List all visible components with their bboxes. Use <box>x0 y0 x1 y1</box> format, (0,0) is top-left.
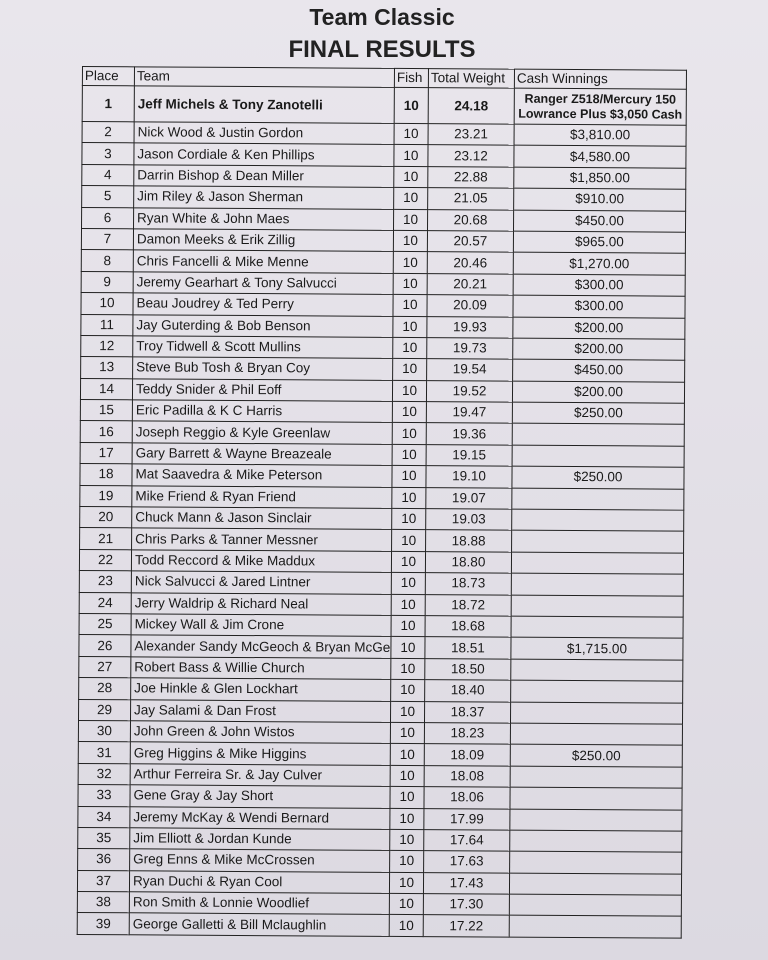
cash-cell <box>510 830 682 852</box>
cash-winnings-text: $450.00 <box>574 362 624 378</box>
team-cell: Teddy Snider & Phil Eoff <box>132 379 392 402</box>
place-cell: 28 <box>79 678 131 700</box>
fish-cell: 10 <box>390 744 424 766</box>
place-cell: 22 <box>79 549 131 571</box>
cash-cell <box>514 188 686 210</box>
cash-cell <box>510 787 682 809</box>
weight-cell: 18.23 <box>424 723 510 745</box>
place-cell: 21 <box>80 528 132 550</box>
fish-cell: 10 <box>394 123 428 145</box>
team-cell: Mike Friend & Ryan Friend <box>132 485 392 508</box>
fish-cell: 10 <box>391 658 425 680</box>
cash-cell <box>514 167 686 189</box>
weight-cell: 19.73 <box>427 338 513 360</box>
team-cell: John Green & John Wistos <box>130 721 390 744</box>
place-cell: 27 <box>79 656 131 678</box>
cash-cell <box>512 531 684 553</box>
place-cell: 3 <box>82 143 134 165</box>
fish-cell: 10 <box>389 893 423 915</box>
fish-cell: 10 <box>389 872 423 894</box>
fish-cell: 10 <box>394 166 428 188</box>
place-cell: 37 <box>77 870 129 892</box>
fish-cell: 10 <box>394 209 428 231</box>
fish-cell: 10 <box>391 594 425 616</box>
weight-cell: 20.68 <box>428 209 514 231</box>
team-cell: Ryan White & John Maes <box>134 207 394 230</box>
weight-cell: 18.73 <box>425 573 511 595</box>
cash-cell <box>512 424 684 446</box>
cash-cell <box>513 231 685 253</box>
cash-winnings-text: $910.00 <box>575 191 625 207</box>
fish-cell: 10 <box>392 508 426 530</box>
weight-cell: 17.63 <box>424 851 510 873</box>
team-cell: Jerry Waldrip & Richard Neal <box>131 592 391 615</box>
team-cell: Robert Bass & Willie Church <box>131 657 391 680</box>
cash-cell <box>513 359 685 381</box>
weight-cell: 20.46 <box>427 252 513 274</box>
weight-cell: 23.21 <box>428 124 514 146</box>
fish-cell: 10 <box>393 273 427 295</box>
header-fish: Fish <box>394 68 428 87</box>
weight-cell: 18.09 <box>424 744 510 766</box>
team-cell: Jeremy Gearhart & Tony Salvucci <box>133 272 393 295</box>
cash-cell <box>514 88 686 125</box>
cash-winnings-text: $450.00 <box>575 212 625 229</box>
team-cell: Beau Joudrey & Ted Perry <box>133 293 393 316</box>
fish-cell: 10 <box>390 851 424 873</box>
cash-cell <box>513 317 685 339</box>
cash-cell <box>512 509 684 531</box>
weight-cell: 20.57 <box>427 231 513 253</box>
weight-cell: 18.88 <box>426 530 512 552</box>
header-team: Team <box>134 67 394 88</box>
fish-cell: 10 <box>391 680 425 702</box>
place-cell: 8 <box>81 250 133 272</box>
weight-cell: 19.54 <box>427 359 513 381</box>
team-cell: Greg Higgins & Mike Higgins <box>130 742 390 765</box>
document-title: Team Classic <box>309 4 455 30</box>
fish-cell: 10 <box>392 487 426 509</box>
fish-cell: 10 <box>392 401 426 423</box>
team-cell: Eric Padilla & K C Harris <box>132 400 392 423</box>
cash-winnings-text: $250.00 <box>573 405 623 421</box>
place-cell: 23 <box>79 571 131 593</box>
weight-cell: 18.80 <box>425 551 511 573</box>
cash-cell <box>513 338 685 360</box>
team-cell: Troy Tidwell & Scott Mullins <box>133 336 393 359</box>
cash-winnings-text: $300.00 <box>574 276 624 293</box>
weight-cell: 19.36 <box>426 423 512 445</box>
team-cell: Gary Barrett & Wayne Breazeale <box>132 443 392 466</box>
cash-cell <box>510 851 682 873</box>
team-cell: Jeremy McKay & Wendi Bernard <box>130 806 390 829</box>
place-cell: 34 <box>78 806 130 828</box>
fish-cell: 10 <box>392 380 426 402</box>
team-cell: Todd Reccord & Mike Maddux <box>131 550 391 573</box>
team-cell: Jeff Michels & Tony Zanotelli <box>134 86 394 124</box>
fish-cell: 10 <box>390 722 424 744</box>
place-cell: 4 <box>82 164 134 186</box>
cash-cell <box>514 124 686 146</box>
cash-winnings-text: $250.00 <box>573 469 623 485</box>
cash-winnings-text: Ranger Z518/Mercury 150 <box>524 91 677 107</box>
fish-cell: 10 <box>390 701 424 723</box>
cash-cell <box>509 873 681 895</box>
weight-cell: 18.37 <box>424 701 510 723</box>
fish-cell: 10 <box>393 316 427 338</box>
weight-cell: 18.40 <box>425 680 511 702</box>
weight-cell: 20.09 <box>427 295 513 317</box>
place-cell: 26 <box>79 635 131 657</box>
weight-cell: 19.52 <box>426 380 512 402</box>
weight-cell: 19.03 <box>426 509 512 531</box>
place-cell: 31 <box>78 742 130 764</box>
place-cell: 33 <box>78 785 130 807</box>
cash-cell <box>512 381 684 403</box>
cash-winnings-text: $200.00 <box>574 341 624 357</box>
cash-cell <box>511 638 683 660</box>
cash-winnings-text: $4,580.00 <box>569 148 631 164</box>
fish-cell: 10 <box>392 466 426 488</box>
weight-cell: 18.72 <box>425 594 511 616</box>
cash-winnings-text: $200.00 <box>574 383 623 400</box>
weight-cell: 17.99 <box>424 808 510 830</box>
fish-cell: 10 <box>393 252 427 274</box>
weight-cell: 19.07 <box>426 487 512 509</box>
weight-cell: 19.15 <box>426 444 512 466</box>
weight-cell: 17.43 <box>423 872 509 894</box>
results-table <box>77 66 687 939</box>
weight-cell: 18.68 <box>425 616 511 638</box>
team-cell: Chuck Mann & Jason Sinclair <box>132 507 392 530</box>
weight-cell: 21.05 <box>428 188 514 210</box>
cash-cell <box>510 809 682 831</box>
place-cell: 18 <box>80 464 132 486</box>
weight-cell: 19.10 <box>426 466 512 488</box>
fish-cell: 10 <box>394 87 428 123</box>
weight-cell: 19.93 <box>427 316 513 338</box>
weight-cell: 17.64 <box>424 829 510 851</box>
cash-winnings-text: $3,810.00 <box>570 127 631 143</box>
place-cell: 16 <box>80 421 132 443</box>
cash-cell <box>512 445 684 467</box>
place-cell: 38 <box>77 892 129 914</box>
fish-cell: 10 <box>391 551 425 573</box>
cash-cell <box>512 488 684 510</box>
team-cell: Greg Enns & Mike McCrossen <box>130 849 390 872</box>
team-cell: Joseph Reggio & Kyle Greenlaw <box>132 421 392 444</box>
place-cell: 11 <box>81 314 133 336</box>
cash-cell <box>510 766 682 788</box>
cash-cell <box>511 573 683 595</box>
cash-cell <box>511 616 683 638</box>
cash-winnings-text: $965.00 <box>574 234 624 250</box>
place-cell: 36 <box>78 849 130 871</box>
fish-cell: 10 <box>393 295 427 317</box>
cash-winnings-text: $300.00 <box>574 298 624 314</box>
header-place: Place <box>82 67 134 86</box>
fish-cell: 10 <box>389 915 423 937</box>
fish-cell: 10 <box>393 230 427 252</box>
results-body <box>77 86 686 939</box>
team-cell: Jay Salami & Dan Frost <box>131 699 391 722</box>
cash-winnings-text: $1,270.00 <box>569 255 630 271</box>
cash-cell <box>511 680 683 702</box>
cash-cell <box>512 402 684 424</box>
team-cell: Gene Gray & Jay Short <box>130 785 390 808</box>
place-cell: 12 <box>81 335 133 357</box>
weight-cell: 18.51 <box>425 637 511 659</box>
fish-cell: 10 <box>390 808 424 830</box>
place-cell: 29 <box>79 699 131 721</box>
cash-cell <box>513 210 685 232</box>
cash-cell <box>511 595 683 617</box>
team-cell: Jason Cordiale & Ken Phillips <box>134 143 394 166</box>
fish-cell: 10 <box>393 337 427 359</box>
place-cell: 9 <box>81 271 133 293</box>
cash-winnings-text: $1,850.00 <box>569 169 630 186</box>
weight-cell: 23.12 <box>428 145 514 167</box>
cash-cell <box>510 723 682 745</box>
team-cell: Chris Parks & Tanner Messner <box>132 528 392 551</box>
cash-cell <box>511 659 683 681</box>
place-cell: 17 <box>80 442 132 464</box>
weight-cell: 18.08 <box>424 765 510 787</box>
document-subtitle: FINAL RESULTS <box>288 36 476 63</box>
team-cell: Steve Bub Tosh & Bryan Coy <box>133 357 393 380</box>
place-cell: 7 <box>81 228 133 250</box>
team-cell: Mat Saavedra & Mike Peterson <box>132 464 392 487</box>
cash-cell <box>510 702 682 724</box>
place-cell: 35 <box>78 827 130 849</box>
fish-cell: 10 <box>394 188 428 210</box>
fish-cell: 10 <box>390 765 424 787</box>
team-cell: Mickey Wall & Jim Crone <box>131 614 391 637</box>
place-cell: 24 <box>79 592 131 614</box>
cash-cell <box>510 744 682 766</box>
place-cell: 25 <box>79 613 131 635</box>
team-cell: Jim Elliott & Jordan Kunde <box>130 828 390 851</box>
fish-cell: 10 <box>392 444 426 466</box>
table-row <box>82 86 686 126</box>
place-cell: 14 <box>80 378 132 400</box>
fish-cell: 10 <box>391 573 425 595</box>
place-cell: 1 <box>82 86 134 122</box>
team-cell: Darrin Bishop & Dean Miller <box>134 165 394 188</box>
place-cell: 19 <box>80 485 132 507</box>
fish-cell: 10 <box>390 829 424 851</box>
cash-cell <box>512 466 684 488</box>
cash-cell <box>513 274 685 296</box>
fish-cell: 10 <box>391 615 425 637</box>
team-cell: George Galletti & Bill Mclaughlin <box>129 913 389 936</box>
cash-cell <box>513 252 685 274</box>
fish-cell: 10 <box>392 530 426 552</box>
team-cell: Arthur Ferreira Sr. & Jay Culver <box>130 764 390 787</box>
team-cell: Nick Salvucci & Jared Lintner <box>131 571 391 594</box>
cash-cell <box>511 552 683 574</box>
weight-cell: 18.06 <box>424 787 510 809</box>
place-cell: 13 <box>81 357 133 379</box>
weight-cell: 18.50 <box>425 658 511 680</box>
cash-winnings-text: $1,715.00 <box>566 640 628 656</box>
place-cell: 5 <box>82 186 134 208</box>
team-cell: Jay Guterding & Bob Benson <box>133 314 393 337</box>
weight-cell: 24.18 <box>428 88 514 125</box>
weight-cell: 19.47 <box>426 402 512 424</box>
team-cell: Ryan Duchi & Ryan Cool <box>129 870 389 893</box>
team-cell: Joe Hinkle & Glen Lockhart <box>131 678 391 701</box>
place-cell: 30 <box>78 720 130 742</box>
fish-cell: 10 <box>391 637 425 659</box>
team-cell: Ron Smith & Lonnie Woodlief <box>129 892 389 915</box>
weight-cell: 22.88 <box>428 166 514 188</box>
place-cell: 32 <box>78 763 130 785</box>
results-sheet <box>77 66 687 939</box>
place-cell: 39 <box>77 913 129 935</box>
fish-cell: 10 <box>394 145 428 167</box>
fish-cell: 10 <box>392 423 426 445</box>
team-cell: Chris Fancelli & Mike Menne <box>133 250 393 273</box>
team-cell: Jim Riley & Jason Sherman <box>134 186 394 209</box>
team-cell: Nick Wood & Justin Gordon <box>134 122 394 145</box>
cash-winnings-text: $250.00 <box>571 747 621 763</box>
team-cell: Alexander Sandy McGeoch & Bryan McGe <box>131 635 391 658</box>
fish-cell: 10 <box>390 787 424 809</box>
cash-cell <box>513 295 685 317</box>
weight-cell: 20.21 <box>427 273 513 295</box>
weight-cell: 17.22 <box>423 915 509 937</box>
place-cell: 6 <box>82 207 134 229</box>
cash-cell <box>509 894 681 916</box>
team-cell: Damon Meeks & Erik Zillig <box>133 229 393 252</box>
weight-cell: 17.30 <box>423 894 509 916</box>
cash-winnings-text: $200.00 <box>574 319 624 336</box>
place-cell: 2 <box>82 122 134 144</box>
cash-cell <box>509 916 681 938</box>
fish-cell: 10 <box>393 359 427 381</box>
place-cell: 10 <box>81 293 133 315</box>
table-row <box>77 913 681 938</box>
place-cell: 15 <box>80 400 132 422</box>
cash-cell <box>514 146 686 168</box>
place-cell: 20 <box>80 507 132 529</box>
header-total-weight: Total Weight <box>428 69 514 89</box>
cash-winnings-text: Lowrance Plus $3,050 Cash <box>518 106 683 122</box>
header-cash-winnings: Cash Winnings <box>514 69 686 89</box>
